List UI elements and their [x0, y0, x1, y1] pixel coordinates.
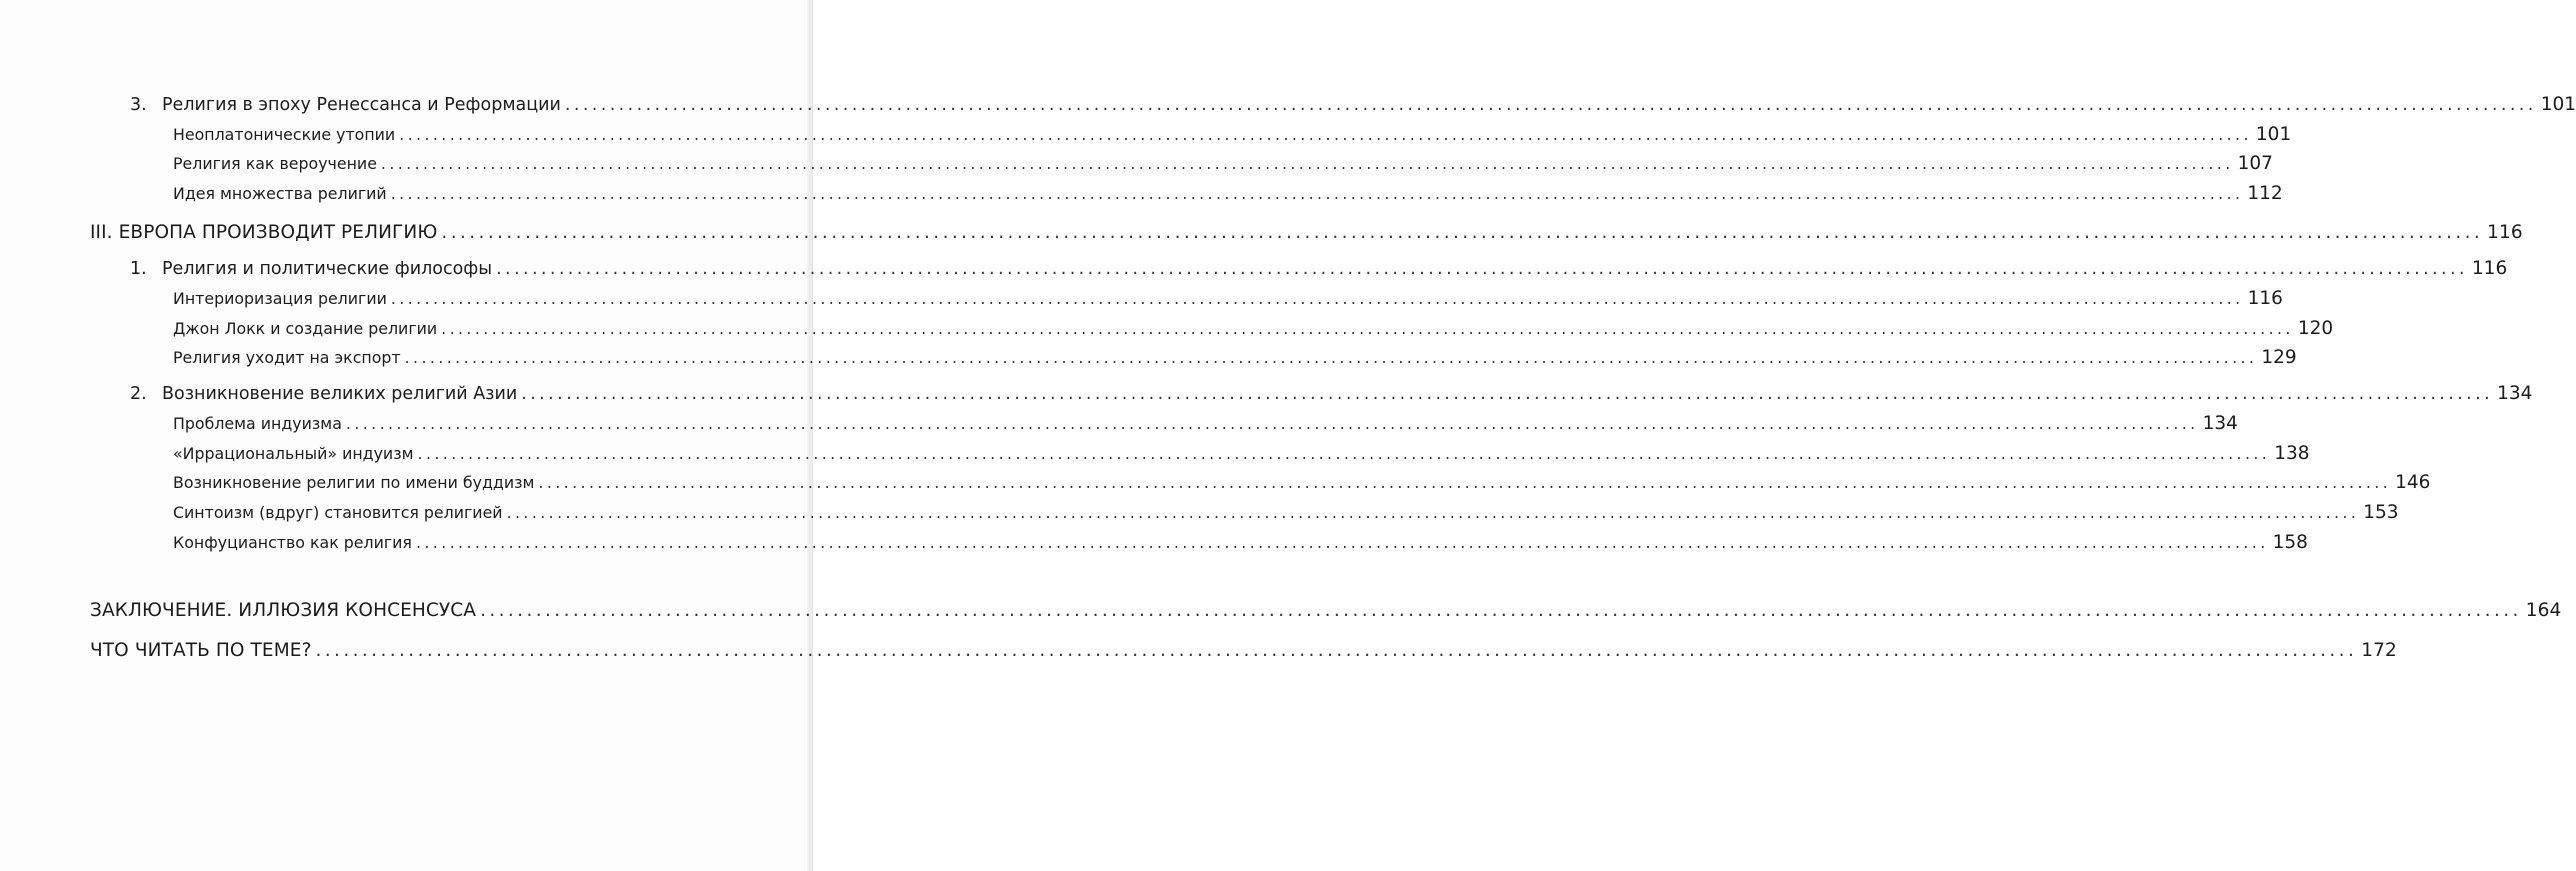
- toc-entry-title: Религия уходит на экспорт: [173, 348, 401, 367]
- toc-entry-title: «Иррациональный» индуизм: [173, 444, 414, 463]
- dot-leader: ............................................................................................................................................................................................................................: [399, 125, 2252, 144]
- toc-entry-title: Интериоризация религии: [173, 289, 387, 308]
- toc-entry-title: Религия и политические философы: [162, 259, 493, 279]
- toc-entry-page-number: 129: [2261, 347, 2297, 368]
- toc-entry: [90, 222, 2523, 243]
- dot-leader: ............................................................................................................................................................................................................................: [415, 533, 2269, 552]
- dot-leader: ............................................................................................................................................................................................................................: [390, 184, 2244, 203]
- dot-leader: ............................................................................................................................................................................................................................: [380, 154, 2234, 173]
- toc-entry-page-number: 116: [2247, 288, 2283, 309]
- toc-entry-title: Идея множества религий: [173, 184, 387, 203]
- toc-entry-label: [130, 95, 561, 115]
- toc-entry-label: [173, 319, 437, 338]
- toc-entry-page-number: 164: [2525, 600, 2562, 621]
- toc-entry-label: [173, 154, 377, 173]
- toc-entry: [173, 124, 2292, 145]
- toc-entry-title: III. ЕВРОПА ПРОИЗВОДИТ РЕЛИГИЮ: [90, 222, 438, 243]
- toc-entry-title: Джон Локк и создание религии: [173, 319, 438, 338]
- toc-entry-number: 1.: [130, 259, 147, 279]
- toc-entry-label: [90, 640, 312, 661]
- toc-entry: [90, 600, 2562, 621]
- toc-entry-number: 3.: [130, 95, 147, 115]
- toc-entry: [130, 258, 2508, 279]
- toc-entry-title: Конфуцианство как религия: [173, 533, 412, 552]
- dot-leader: ............................................................................................................................................................................................................................: [538, 473, 2392, 492]
- dot-leader: ............................................................................................................................................................................................................................: [404, 348, 2258, 367]
- toc-entry: [90, 640, 2397, 661]
- toc-entry: [173, 532, 2308, 553]
- toc-entry-label: [90, 600, 476, 621]
- toc-entry: [173, 443, 2310, 464]
- toc-entry: [173, 318, 2334, 339]
- toc-entry-page-number: 138: [2274, 443, 2310, 464]
- toc-entry: [130, 383, 2533, 404]
- toc-entry-label: [173, 533, 412, 552]
- dot-leader: ............................................................................................................................................................................................................................: [441, 222, 2484, 243]
- toc-entry: [130, 94, 2576, 115]
- toc-entry-title: ЗАКЛЮЧЕНИЕ. ИЛЛЮЗИЯ КОНСЕНСУСА: [90, 600, 477, 621]
- toc-entry-number: 2.: [130, 384, 147, 404]
- toc-entry-page-number: 134: [2202, 413, 2238, 434]
- toc-entry-title: Религия в эпоху Ренессанса и Реформации: [162, 95, 561, 115]
- toc-entry-page-number: 153: [2363, 502, 2399, 523]
- toc-entry-label: [173, 473, 534, 492]
- dot-leader: ............................................................................................................................................................................................................................: [390, 289, 2244, 308]
- toc-entry: [173, 183, 2283, 204]
- toc-entry-page-number: 116: [2471, 258, 2508, 279]
- toc-entry: [173, 502, 2399, 523]
- toc-entry: [173, 347, 2297, 368]
- toc-entry-title: Синтоизм (вдруг) становится религией: [173, 503, 503, 522]
- toc-entry-label: [173, 348, 401, 367]
- toc-entry: [173, 153, 2273, 174]
- toc-entry-title: Возникновение великих религий Азии: [162, 384, 518, 404]
- dot-leader: ............................................................................................................................................................................................................................: [441, 319, 2294, 338]
- toc-entry-page-number: 112: [2247, 183, 2283, 204]
- dot-leader: ............................................................................................................................................................................................................................: [480, 600, 2522, 621]
- toc-entry: [173, 413, 2238, 434]
- dot-leader: ............................................................................................................................................................................................................................: [417, 444, 2271, 463]
- toc-entry-title: Религия как вероучение: [173, 154, 377, 173]
- dot-leader: ............................................................................................................................................................................................................................: [315, 640, 2358, 661]
- dot-leader: ............................................................................................................................................................................................................................: [521, 384, 2494, 404]
- dot-leader: ............................................................................................................................................................................................................................: [496, 259, 2468, 279]
- toc-entry-page-number: 146: [2395, 472, 2431, 493]
- toc-entry: [173, 472, 2431, 493]
- toc-entry-title: Неоплатонические утопии: [173, 125, 396, 144]
- toc-entry-page-number: 101: [2540, 94, 2576, 115]
- toc-entry-title: ЧТО ЧИТАТЬ ПО ТЕМЕ?: [90, 640, 312, 661]
- dot-leader: ............................................................................................................................................................................................................................: [564, 95, 2537, 115]
- toc-entry-title: Проблема индуизма: [173, 414, 342, 433]
- toc-entry-page-number: 158: [2272, 532, 2308, 553]
- toc-entry-label: [130, 259, 492, 279]
- toc-entry-page-number: 101: [2255, 124, 2292, 145]
- toc-entry-page-number: 120: [2297, 318, 2334, 339]
- toc-entry-label: [173, 503, 503, 522]
- toc-entry-title: Возникновение религии по имени буддизм: [173, 473, 535, 492]
- toc-entry-label: [173, 289, 387, 308]
- toc-entry-label: [173, 184, 387, 203]
- toc-entry-label: [130, 384, 517, 404]
- toc-entry-page-number: 172: [2361, 640, 2397, 661]
- toc-entry: [173, 288, 2283, 309]
- toc-entry-page-number: 134: [2497, 383, 2533, 404]
- dot-leader: ............................................................................................................................................................................................................................: [345, 414, 2199, 433]
- toc-entry-label: [90, 222, 437, 243]
- toc-entry-label: [173, 125, 395, 144]
- toc-entry-page-number: 107: [2237, 153, 2273, 174]
- toc-entry-label: [173, 414, 342, 433]
- dot-leader: ............................................................................................................................................................................................................................: [506, 503, 2360, 522]
- toc-entry-label: [173, 444, 414, 463]
- toc-entry-page-number: 116: [2487, 222, 2523, 243]
